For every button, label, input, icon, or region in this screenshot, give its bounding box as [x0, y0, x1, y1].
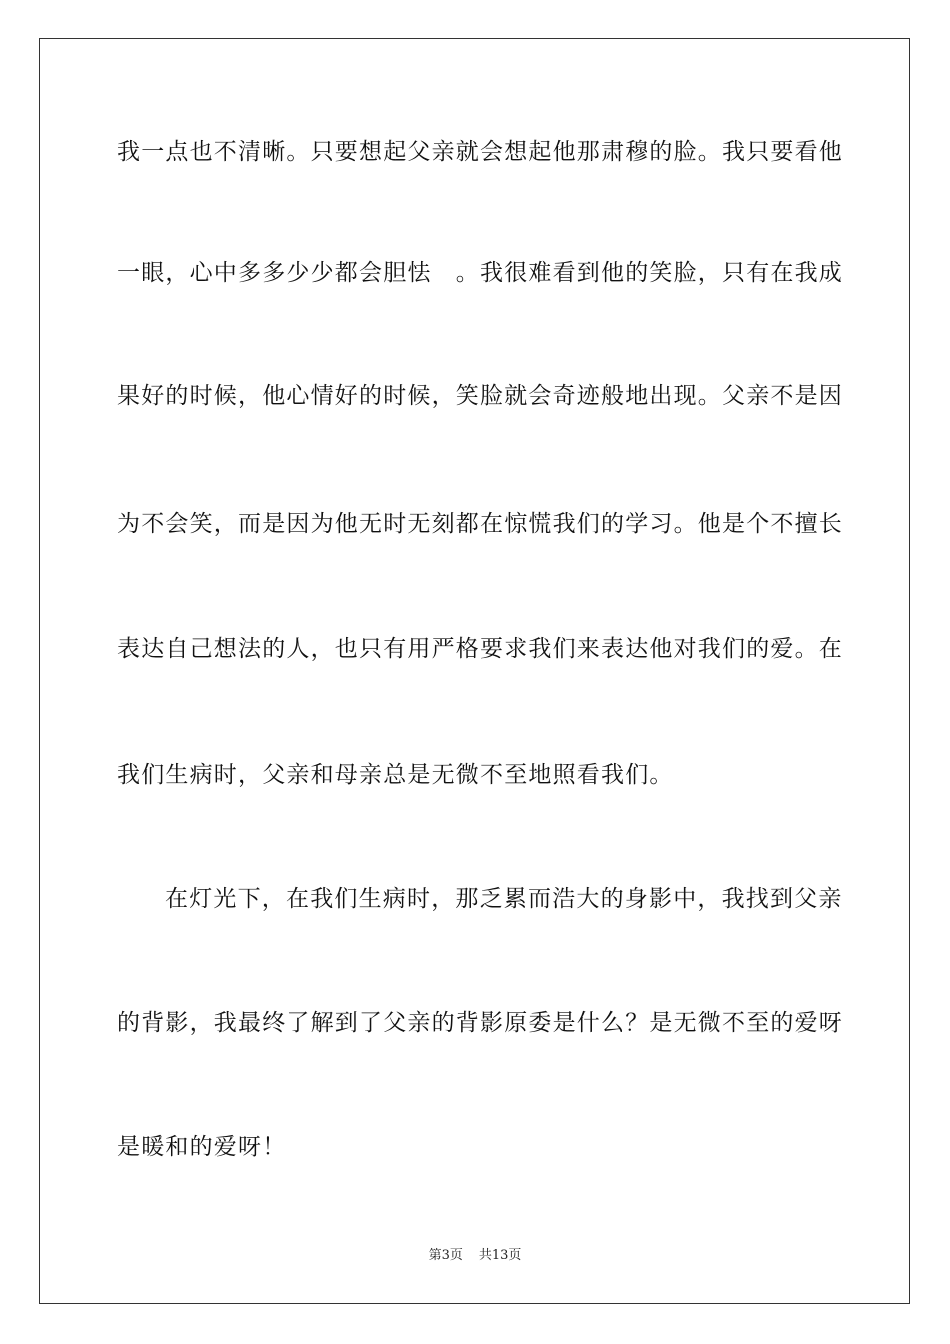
- text-line-9: 是暖和的爱呀！: [117, 1134, 287, 1160]
- page-border: [39, 38, 910, 1304]
- text-line-8: 的背影，我最终了解到了父亲的背影原委是什么？是无微不至的爱呀: [117, 1010, 843, 1036]
- page-number: 第3页: [428, 1248, 463, 1263]
- text-line-1: 我一点也不清晰。只要想起父亲就会想起他那肃穆的脸。我只要看他: [117, 139, 843, 165]
- page-footer: [0, 1247, 950, 1265]
- page-total: 共13页: [478, 1248, 522, 1263]
- text-line-6: 我们生病时，父亲和母亲总是无微不至地照看我们。: [117, 762, 674, 788]
- text-line-3: 果好的时候，他心情好的时候，笑脸就会奇迹般地出现。父亲不是因: [117, 383, 843, 409]
- text-line-5: 表达自己想法的人，也只有用严格要求我们来表达他对我们的爱。在: [117, 636, 843, 662]
- text-line-7-indented: 在灯光下，在我们生病时，那乏累而浩大的身影中，我找到父亲: [165, 886, 843, 912]
- text-line-2: 一眼，心中多多少少都会胆怯 。我很难看到他的笑脸，只有在我成: [117, 260, 843, 286]
- text-line-4: 为不会笑，而是因为他无时无刻都在惊慌我们的学习。他是个不擅长: [117, 511, 843, 537]
